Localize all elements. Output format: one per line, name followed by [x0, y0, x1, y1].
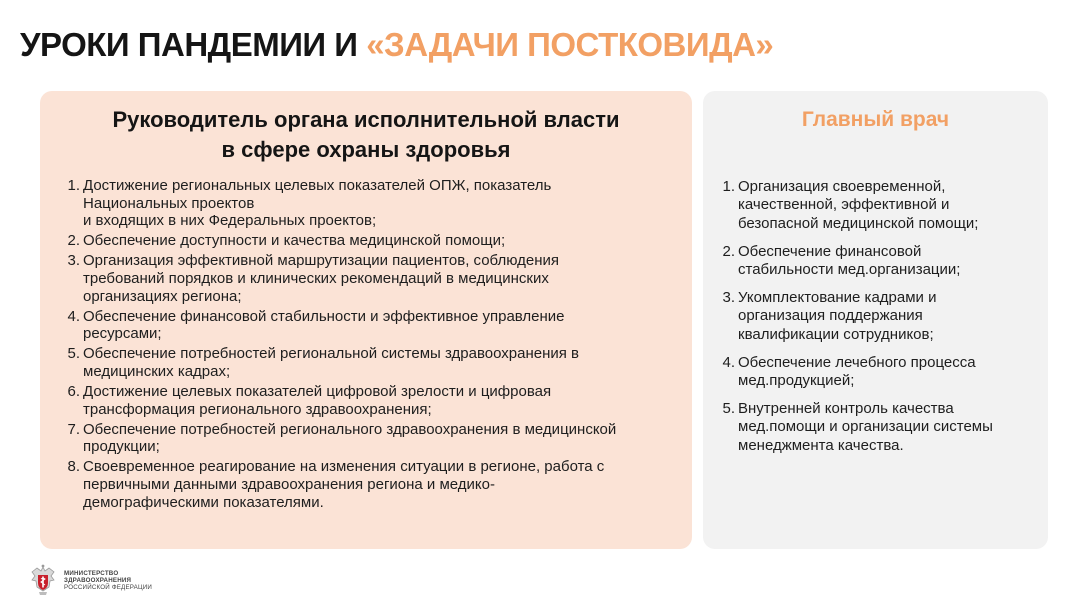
list-item-text: Обеспечение потребностей регионального здравоохранения в медицинской — [83, 420, 617, 438]
ministry-name-line: РОССИЙСКОЙ ФЕДЕРАЦИИ — [64, 583, 153, 591]
list-item — [58, 232, 688, 250]
list-item-text: организация поддержания — [738, 307, 923, 325]
list-item-text: Внутренней контроль качества — [738, 400, 954, 418]
list-item — [58, 177, 688, 230]
list-item-text: квалификации сотрудников; — [738, 325, 934, 343]
list-item-text: Организация эффективной маршрутизации пациентов, соблюдения — [83, 252, 560, 270]
list-item — [713, 354, 1043, 391]
list-item-number: 4. — [67, 307, 80, 325]
list-item-number: 6. — [67, 383, 80, 401]
list-item — [58, 308, 688, 343]
list-item-text: мед.продукцией; — [738, 372, 855, 390]
list-item-text: Организация своевременной, — [738, 178, 946, 195]
list-item-number: 1. — [722, 178, 735, 195]
head-of-health-authority-card — [40, 91, 692, 549]
list-item-number: 3. — [722, 289, 735, 307]
list-item-text: Обеспечение доступности и качества медицинской помощи; — [83, 232, 506, 250]
list-item-text: менеджмента качества. — [738, 436, 904, 454]
left-card-title — [40, 105, 692, 165]
list-item-text: демографическими показателями. — [83, 493, 324, 511]
list-item-text: Обеспечение финансовой — [738, 242, 922, 260]
list-item-text: мед.помощи и организации системы — [738, 418, 993, 436]
ministry-emblem-icon — [28, 563, 58, 597]
ministry-name-line: МИНИСТЕРСТВО — [64, 569, 119, 577]
list-item-number: 1. — [67, 177, 80, 194]
list-item — [58, 252, 688, 305]
list-item-number: 2. — [722, 242, 735, 260]
list-item — [713, 243, 1043, 280]
list-item-text: Обеспечение лечебного процесса — [738, 353, 976, 371]
list-item-number: 3. — [67, 252, 80, 270]
page-title-main: УРОКИ ПАНДЕМИИ И — [20, 26, 367, 63]
list-item-text: Своевременное реагирование на изменения ситуации в регионе, работа с — [83, 458, 605, 476]
list-item — [58, 458, 688, 511]
list-item-number: 5. — [722, 400, 735, 418]
ministry-name-line: ЗДРАВООХРАНЕНИЯ — [64, 576, 132, 584]
list-item-text: Укомплектование кадрами и — [738, 289, 937, 307]
list-item-text: Национальных проектов — [83, 194, 255, 212]
list-item-number: 2. — [67, 232, 80, 250]
list-item — [58, 383, 688, 418]
list-item-text: безопасной медицинской помощи; — [738, 214, 979, 232]
ministry-logo — [28, 563, 152, 597]
list-item-text: трансформация регионального здравоохранения; — [83, 400, 432, 418]
right-task-list — [713, 178, 1043, 465]
list-item — [713, 178, 1043, 233]
list-item-number: 8. — [67, 458, 80, 476]
list-item-text: и входящих в них Федеральных проектов; — [83, 212, 377, 230]
page-title — [20, 26, 773, 64]
chief-physician-card — [703, 91, 1048, 549]
list-item-text: продукции; — [83, 438, 160, 456]
list-item-text: качественной, эффективной и — [738, 196, 950, 214]
list-item-number: 5. — [67, 345, 80, 363]
left-task-list — [58, 177, 688, 514]
left-card-title-line: в сфере охраны здоровья — [221, 137, 511, 162]
list-item — [713, 289, 1043, 344]
list-item — [713, 400, 1043, 455]
left-card-title-line: Руководитель органа исполнительной власти — [112, 107, 620, 132]
list-item-text: первичными данными здравоохранения региона и медико- — [83, 476, 496, 493]
list-item-text: организациях региона; — [83, 287, 242, 305]
list-item — [58, 345, 688, 380]
page-title-accent: «ЗАДАЧИ ПОСТКОВИДА» — [366, 26, 774, 63]
list-item-text: стабильности мед.организации; — [738, 261, 961, 279]
list-item-text: медицинских кадрах; — [83, 362, 231, 380]
list-item-text: Обеспечение потребностей региональной системы здравоохранения в — [83, 345, 580, 363]
list-item-text: требований порядков и клинических рекомендаций в медицинских — [83, 269, 549, 287]
ministry-name — [64, 570, 152, 591]
list-item-number: 7. — [67, 420, 80, 438]
right-card-title: Главный врач — [801, 108, 950, 131]
list-item-text: Достижение целевых показателей цифровой зрелости и цифровая — [83, 383, 552, 401]
list-item-text: ресурсами; — [83, 325, 162, 343]
list-item-text: Достижение региональных целевых показателей ОПЖ, показатель — [83, 177, 552, 194]
list-item-text: Обеспечение финансовой стабильности и эффективное управление — [83, 307, 565, 325]
list-item-number: 4. — [722, 353, 735, 371]
list-item — [58, 421, 688, 456]
